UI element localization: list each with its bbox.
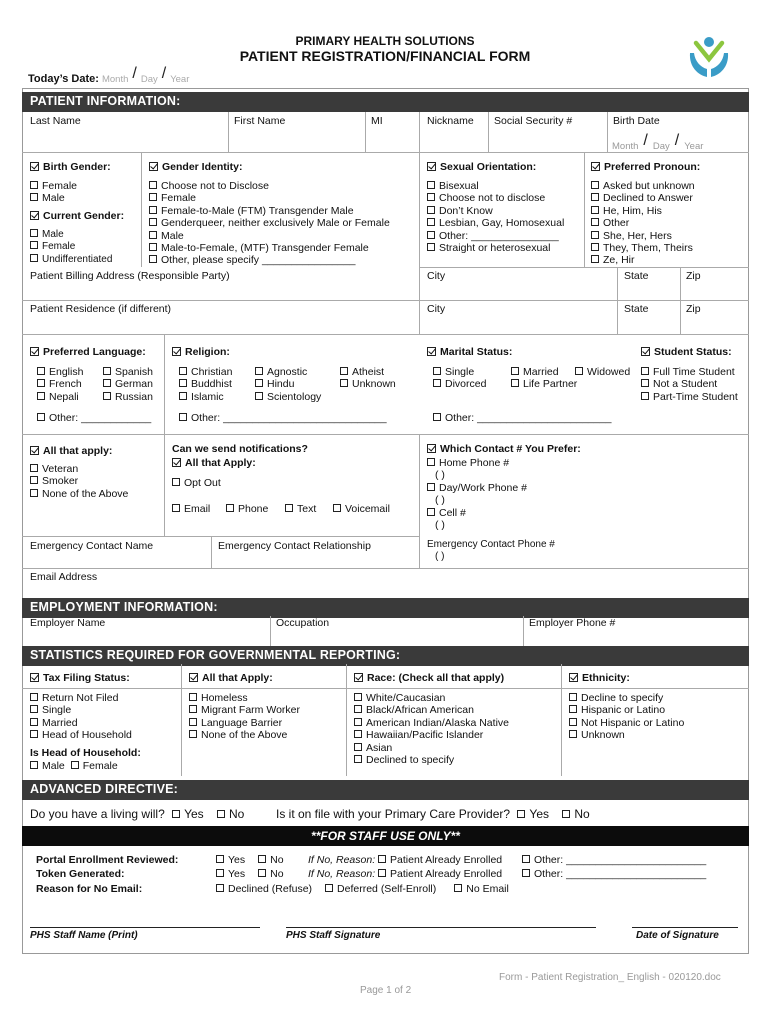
- ethnicity-options[interactable]: Decline to specify Hispanic or Latino Not Hispanic or Latino Unknown: [569, 692, 684, 742]
- emergency-contact-relationship-field[interactable]: Emergency Contact Relationship: [218, 540, 371, 552]
- preferred-language-label: Preferred Language:: [30, 346, 146, 358]
- stats-all-apply-options[interactable]: Homeless Migrant Farm Worker Language Barrier None of the Above: [189, 692, 300, 742]
- employer-phone-field[interactable]: Employer Phone #: [529, 617, 616, 629]
- staff-name-line[interactable]: [30, 927, 260, 928]
- birth-gender-label: Birth Gender:: [30, 161, 111, 173]
- all-that-apply-label: All that apply:: [30, 445, 112, 457]
- birth-date-field[interactable]: Birth Date: [613, 115, 660, 127]
- billing-address-field[interactable]: Patient Billing Address (Responsible Party): [30, 270, 230, 282]
- hands-logo-icon: [686, 33, 732, 81]
- student-status-label: Student Status:: [641, 346, 732, 358]
- email-address-field[interactable]: Email Address: [30, 571, 98, 583]
- emergency-contact-name-field[interactable]: Emergency Contact Name: [30, 540, 154, 552]
- birth-gender-options[interactable]: Female Male: [30, 180, 77, 205]
- residence-zip-field[interactable]: Zip: [686, 303, 701, 315]
- middle-initial-field[interactable]: MI: [371, 115, 383, 127]
- token-yes-no[interactable]: Yes No: [216, 868, 284, 880]
- birth-date-format: Month / Day / Year: [612, 132, 704, 152]
- notifications-question: Can we send notifications?: [172, 443, 308, 455]
- signature-date-label: Date of Signature: [636, 930, 719, 941]
- residence-city-field[interactable]: City: [427, 303, 446, 315]
- last-name-field[interactable]: Last Name: [30, 115, 81, 127]
- reason-no-email-label: Reason for No Email:: [36, 883, 143, 895]
- current-gender-options[interactable]: Male Female Undifferentiated: [30, 229, 112, 266]
- notify-email-checkbox[interactable]: Email: [172, 503, 210, 515]
- notifications-all-apply: All that Apply:: [172, 457, 256, 469]
- portal-enrollment-label: Portal Enrollment Reviewed:: [36, 854, 179, 866]
- marital-other-field[interactable]: Other: _______________________: [433, 412, 611, 424]
- token-if-no-reason[interactable]: If No, Reason: Patient Already Enrolled: [308, 868, 503, 880]
- gender-identity-label: Gender Identity:: [149, 161, 243, 173]
- sexual-orientation-options[interactable]: Bisexual Choose not to disclose Don’t Know Lesbian, Gay, Homosexual Other: _______________ Straight or heterosexual: [427, 180, 564, 254]
- employer-name-field[interactable]: Employer Name: [30, 617, 106, 629]
- race-options[interactable]: White/Caucasian Black/African American American Indian/Alaska Native Hawaiian/Pacific Islander Asian Declined to specify: [354, 692, 509, 766]
- todays-date-label: Today’s Date:: [28, 73, 99, 85]
- staff-use-banner: **FOR STAFF USE ONLY**: [22, 826, 749, 846]
- notify-phone-checkbox[interactable]: Phone: [226, 503, 268, 515]
- staff-signature-label: PHS Staff Signature: [286, 930, 381, 941]
- religion-other-field[interactable]: Other: ____________________________: [179, 412, 387, 424]
- page-number: Page 1 of 2: [360, 985, 412, 996]
- current-gender-label: Current Gender:: [30, 210, 124, 222]
- organization-name: PRIMARY HEALTH SOLUTIONS: [295, 34, 475, 48]
- residence-field[interactable]: Patient Residence (if different): [30, 303, 172, 315]
- stats-all-apply-label: All that Apply:: [189, 672, 273, 684]
- gender-identity-options[interactable]: Choose not to Disclose Female Female-to-Male (FTM) Transgender Male Genderqueer, neither exclusively Male or Female Male Male-to-Female, (MTF) Transgender Female Other, please specify ________________: [149, 180, 390, 267]
- checkbox-checked-icon: [30, 211, 39, 220]
- marital-status-label: Marital Status:: [427, 346, 512, 358]
- tax-filing-label: Tax Filing Status:: [30, 672, 130, 684]
- notify-text-checkbox[interactable]: Text: [285, 503, 316, 515]
- head-of-household-label: Is Head of Household:: [30, 747, 141, 759]
- form-footer-id: Form - Patient Registration_ English - 020120.doc: [499, 972, 721, 983]
- notify-voicemail-checkbox[interactable]: Voicemail: [333, 503, 390, 515]
- todays-date-field[interactable]: Today’s Date: Month / Day / Year: [28, 65, 190, 85]
- marital-options-col1[interactable]: Single Divorced: [433, 366, 486, 391]
- marital-options-col3[interactable]: Widowed: [575, 366, 630, 378]
- occupation-field[interactable]: Occupation: [276, 617, 330, 629]
- residence-state-field[interactable]: State: [624, 303, 649, 315]
- marital-options-col2[interactable]: Married Life Partner: [511, 366, 577, 391]
- form-title: PATIENT REGISTRATION/FINANCIAL FORM: [239, 48, 531, 64]
- portal-yes-no[interactable]: Yes No: [216, 854, 284, 866]
- religion-options-col1[interactable]: Christian Buddhist Islamic: [179, 366, 232, 403]
- language-options-col2[interactable]: Spanish German Russian: [103, 366, 153, 403]
- preferred-contact-label: Which Contact # You Prefer:: [427, 443, 581, 455]
- tax-filing-options[interactable]: Return Not Filed Single Married Head of Household: [30, 692, 132, 742]
- student-status-options[interactable]: Full Time Student Not a Student Part-Time Student: [641, 366, 738, 403]
- section-advanced-directive: ADVANCED DIRECTIVE:: [22, 780, 749, 800]
- emergency-contact-phone-field[interactable]: Emergency Contact Phone # ( ): [427, 539, 555, 563]
- first-name-field[interactable]: First Name: [234, 115, 286, 127]
- ethnicity-label: Ethnicity:: [569, 672, 630, 684]
- token-other-field[interactable]: Other: ________________________: [522, 868, 706, 880]
- checkbox-checked-icon: [30, 162, 39, 171]
- signature-date-line[interactable]: [632, 927, 738, 928]
- section-patient-information: PATIENT INFORMATION:: [22, 92, 749, 112]
- all-that-apply-options[interactable]: Veteran Smoker None of the Above: [30, 463, 128, 500]
- section-governmental-statistics: STATISTICS REQUIRED FOR GOVERNMENTAL REPORTING:: [22, 646, 749, 666]
- religion-options-col3[interactable]: Atheist Unknown: [340, 366, 396, 391]
- religion-options-col2[interactable]: Agnostic Hindu Scientology: [255, 366, 321, 403]
- preferred-pronoun-options[interactable]: Asked but unknown Declined to Answer He, Him, His Other She, Her, Hers They, Them, Theirs Ze, Hir: [591, 180, 695, 267]
- religion-label: Religion:: [172, 346, 230, 358]
- head-of-household-options[interactable]: Male Female: [30, 760, 118, 772]
- language-options-col1[interactable]: English French Nepali: [37, 366, 83, 403]
- section-employment-information: EMPLOYMENT INFORMATION:: [22, 598, 749, 618]
- preferred-contact-options[interactable]: Home Phone # ( ) Day/Work Phone # ( ) Cell # ( ): [427, 457, 527, 531]
- token-generated-label: Token Generated:: [36, 868, 125, 880]
- staff-signature-line[interactable]: [286, 927, 596, 928]
- preferred-pronoun-label: Preferred Pronoun:: [591, 161, 700, 173]
- ssn-field[interactable]: Social Security #: [494, 115, 573, 127]
- no-email-reasons[interactable]: Declined (Refuse) Deferred (Self-Enroll) No Email: [216, 883, 509, 895]
- race-label: Race: (Check all that apply): [354, 672, 504, 684]
- billing-zip-field[interactable]: Zip: [686, 270, 701, 282]
- language-other-field[interactable]: Other: ____________: [37, 412, 151, 424]
- billing-city-field[interactable]: City: [427, 270, 446, 282]
- on-file-question[interactable]: Is it on file with your Primary Care Provider? Yes No: [276, 807, 590, 821]
- living-will-question[interactable]: Do you have a living will? Yes No: [30, 807, 245, 821]
- portal-if-no-reason[interactable]: If No, Reason: Patient Already Enrolled: [308, 854, 503, 866]
- nickname-field[interactable]: Nickname: [427, 115, 474, 127]
- portal-other-field[interactable]: Other: ________________________: [522, 854, 706, 866]
- sexual-orientation-label: Sexual Orientation:: [427, 161, 536, 173]
- billing-state-field[interactable]: State: [624, 270, 649, 282]
- opt-out-checkbox[interactable]: Opt Out: [172, 477, 221, 489]
- staff-name-label: PHS Staff Name (Print): [30, 930, 138, 941]
